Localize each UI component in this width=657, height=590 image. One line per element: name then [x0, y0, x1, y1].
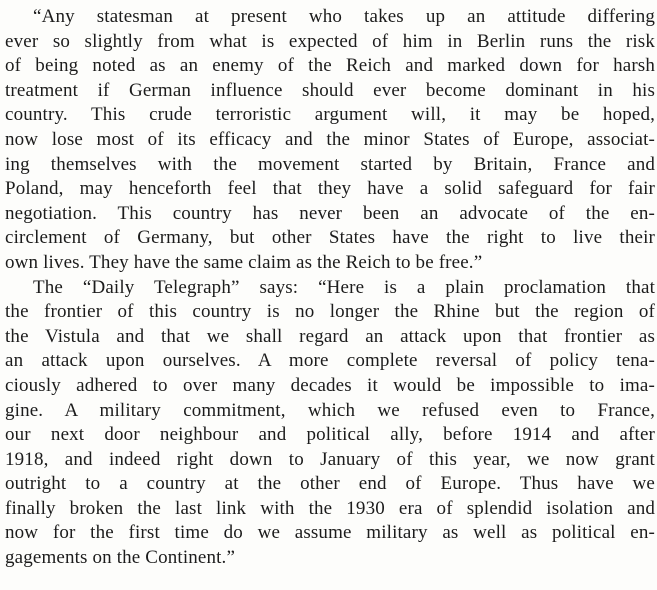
text-line: the Vistula and that we shall regard an attack upon that frontier as — [5, 325, 655, 347]
text-line: now for the first time do we assume military as well as political en- — [5, 522, 655, 544]
text-line: the frontier of this country is no longer the Rhine but the region of — [5, 301, 655, 323]
text-line: an attack upon ourselves. A more complete reversal of policy tena- — [5, 350, 655, 372]
text-line: outright to a country at the other end of Europe. Thus have we — [5, 473, 655, 495]
text-line: gine. A military commitment, which we refused even to France, — [5, 399, 655, 421]
text-line: Poland, may henceforth feel that they have a solid safeguard for fair — [5, 178, 655, 200]
text-line: our next door neighbour and political ally, before 1914 and after — [5, 424, 655, 446]
text-line: circlement of Germany, but other States have the right to live their — [5, 227, 655, 249]
text-line: country. This crude terroristic argument will, it may be hoped, — [5, 104, 655, 126]
text-line: 1918, and indeed right down to January of this year, we now grant — [5, 448, 655, 470]
text-line: ciously adhered to over many decades it would be impossible to ima- — [5, 374, 655, 396]
text-line: negotiation. This country has never been an advocate of the en- — [5, 202, 655, 224]
text-line: The “Daily Telegraph” says: “Here is a plain proclamation that — [33, 276, 655, 298]
text-line: “Any statesman at present who takes up an attitude differing — [33, 6, 655, 27]
text-line: own lives. They have the same claim as the Reich to be free.” — [5, 251, 483, 273]
text-line: finally broken the last link with the 1930 era of splendid isolation and — [5, 497, 655, 519]
text-line: of being noted as an enemy of the Reich and marked down for harsh — [5, 55, 655, 77]
text-line: ing themselves with the movement started by Britain, France and — [5, 153, 655, 175]
quoted-passage — [5, 5, 655, 571]
text-line: ever so slightly from what is expected of him in Berlin runs the risk — [5, 30, 655, 52]
text-line: treatment if German influence should ever become dominant in his — [5, 79, 655, 101]
text-line: gagements on the Continent.” — [5, 547, 236, 569]
text-line: now lose most of its efficacy and the minor States of Europe, associat- — [5, 128, 655, 150]
